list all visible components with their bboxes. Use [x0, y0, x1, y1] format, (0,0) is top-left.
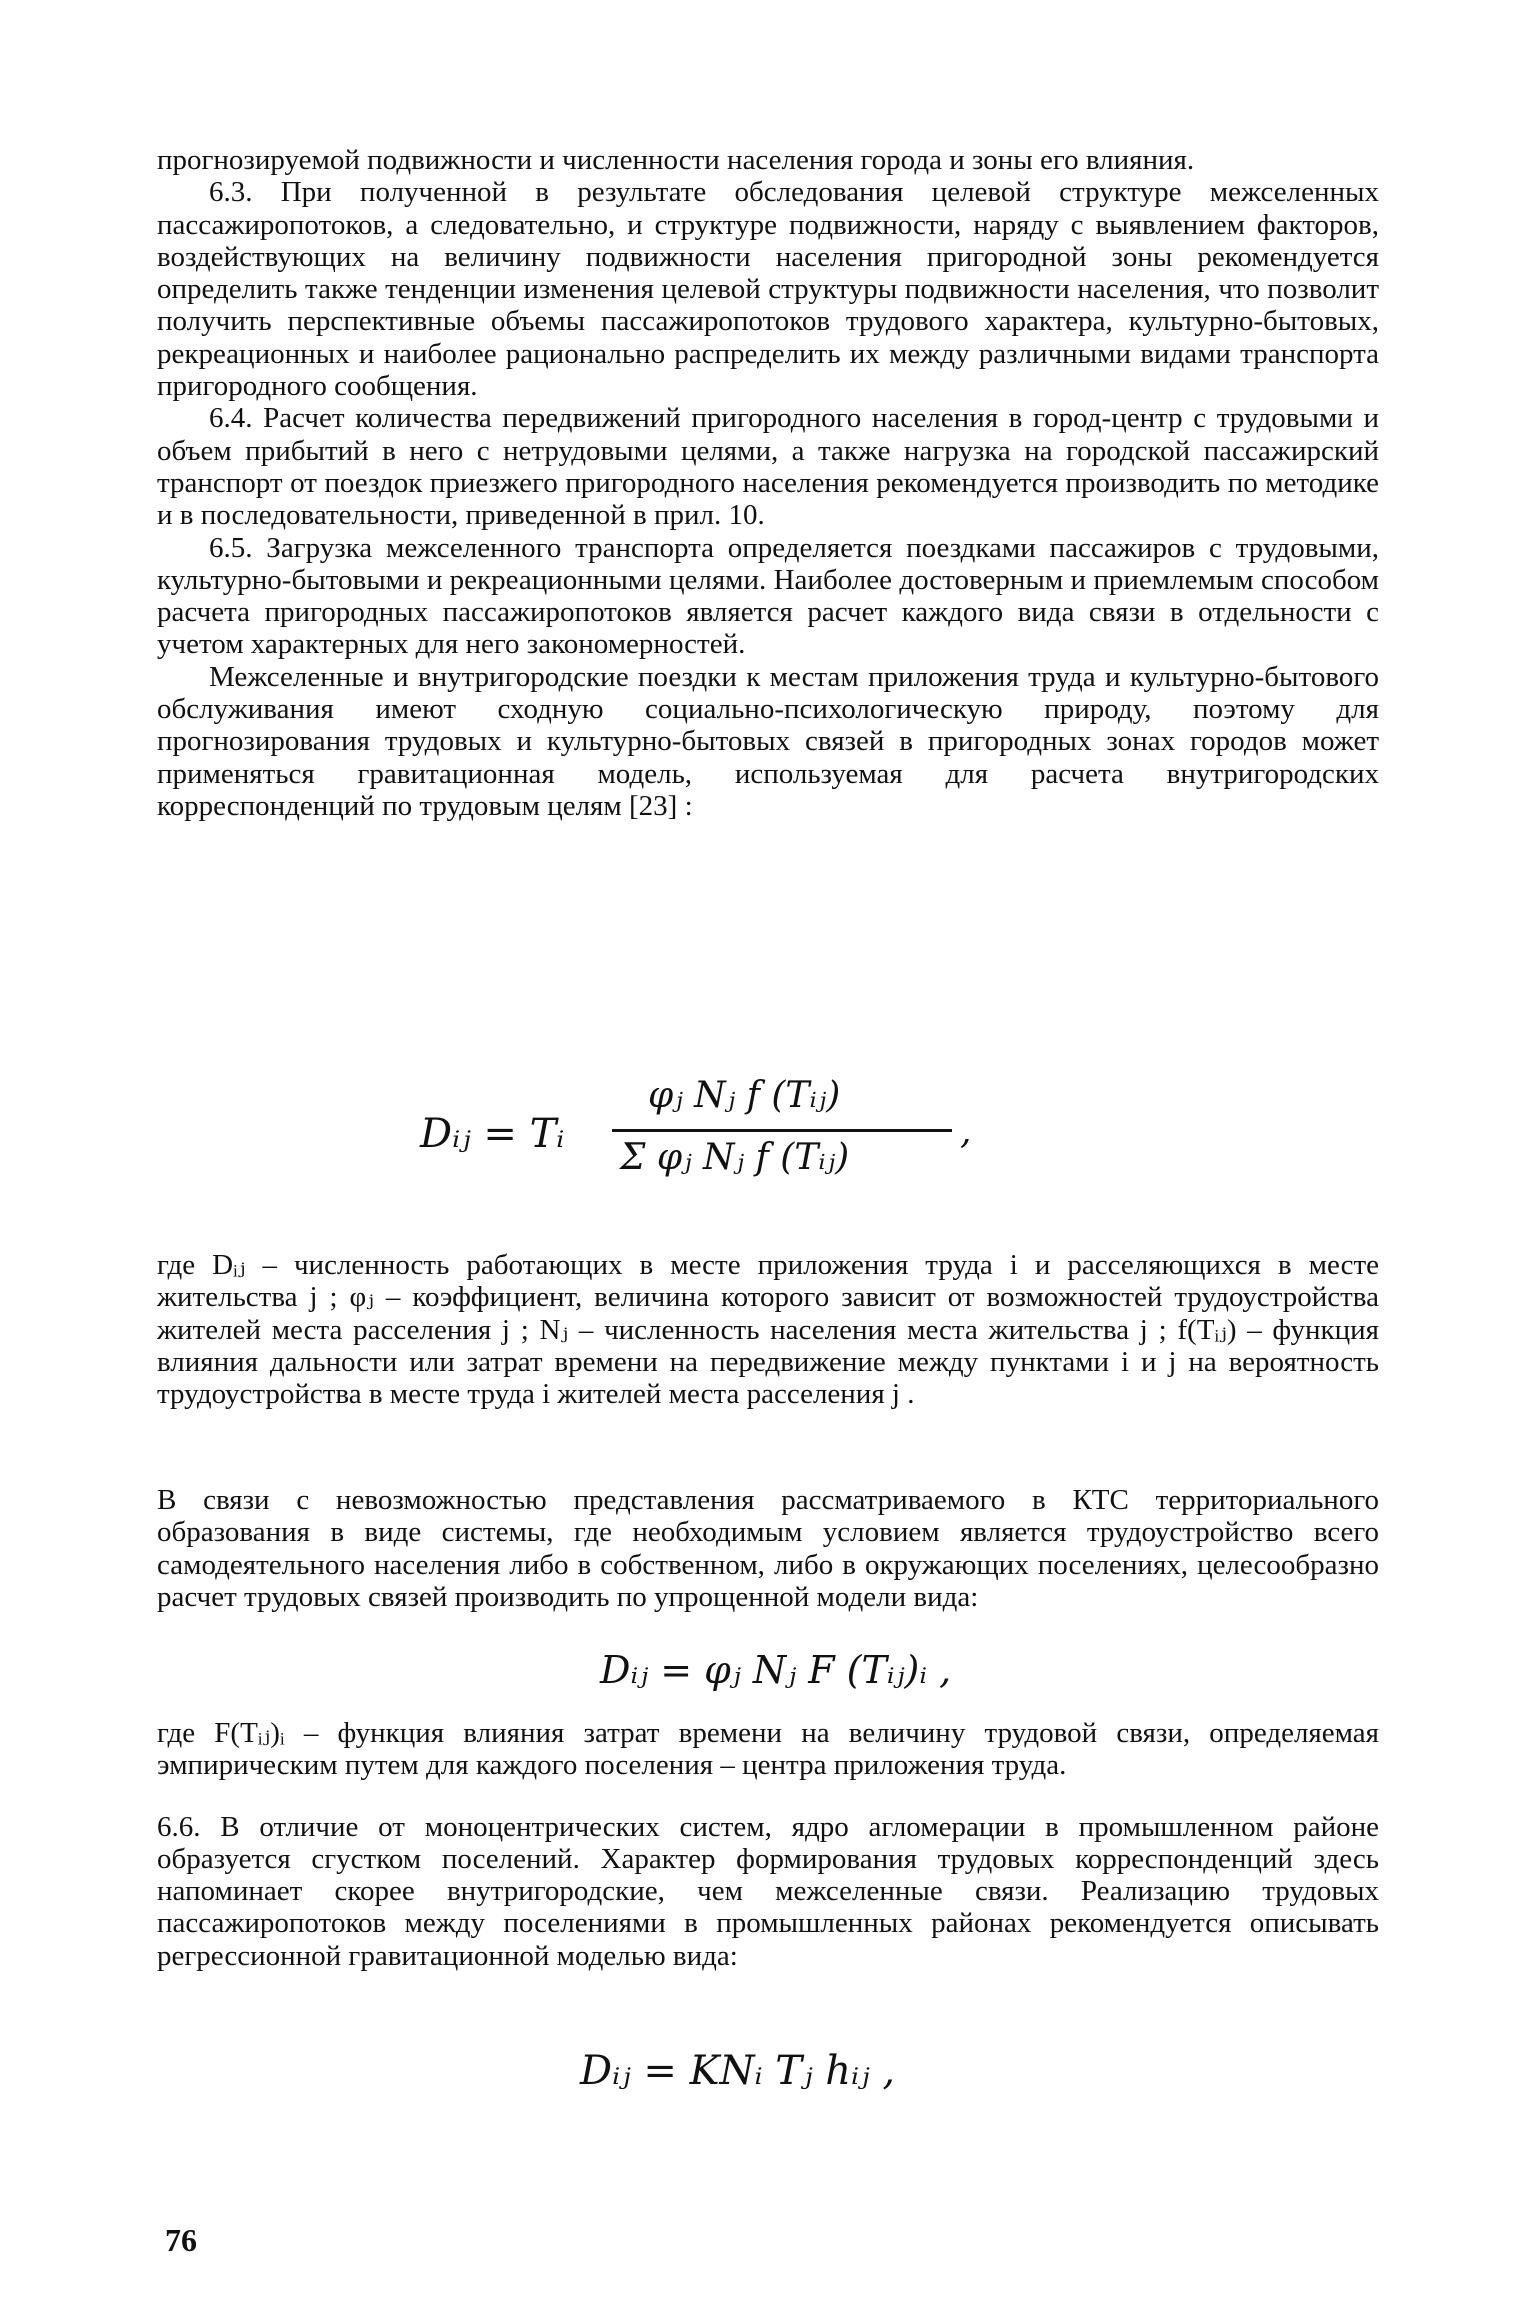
- legend-text-2: где F(Tᵢⱼ)ᵢ – функция влияния затрат времени на величину трудовой связи, определяемая эмпирическим путем для каждого поселения – центра приложения труда.: [157, 1717, 1379, 1782]
- formula-legend: [157, 1220, 1379, 1439]
- body-text-top: [157, 144, 1379, 822]
- formula-simplified: Dᵢⱼ = φⱼ Nⱼ F (Tᵢⱼ)ᵢ ,: [600, 1648, 952, 1692]
- paragraph-6-3: 6.3. При полученной в результате обследования целевой структуре межселенных пассажиропотоков, а следовательно, и структуре подвижности, наряду с выявлением факторов, воздействующих на величину подвижности населения пригородной зоны рекомендуется определить также тенденции изменения целевой структуры подвижности населения, что позволит получить перспективные объемы пассажиропотоков трудового характера, культурно-бытовых, рекреационных и наиболее рационально распределить их между различными видами транспорта пригородного сообщения.: [157, 176, 1379, 403]
- formula-gravity-model: [420, 1075, 980, 1195]
- fraction-bar: [612, 1129, 952, 1132]
- body-text-bottom: [157, 1688, 1379, 2001]
- paragraph-gravity-model: Межселенные и внутригородские поездки к местам приложения труда и культурно-бытового обслуживания имеют сходную социально-психологическую природу, поэтому для прогнозирования трудовых и культурно-бытовых связей в пригородных зонах городов может применяться гравитационная модель, используемая для расчета внутригородских корреспонденций по трудовым целям [23] :: [157, 660, 1379, 822]
- formula-denominator: Σ φⱼ Nⱼ f (Tᵢⱼ): [620, 1137, 850, 1178]
- legend-text: где Dᵢⱼ – численность работающих в месте приложения труда i и расселяющихся в месте жительства j ; φⱼ – коэффициент, величина которого зависит от возможностей трудоустройства жителей места расселения j ; Nⱼ – численность населения места жительства j ; f(Tᵢⱼ) – функция влияния дальности или затрат времени на передвижение между пунктами i и j на вероятность трудоустройства в месте труда i жителей места расселения j .: [157, 1249, 1379, 1411]
- formula-numerator: φⱼ Nⱼ f (Tᵢⱼ): [648, 1075, 841, 1116]
- formula-comma: ,: [960, 1111, 972, 1152]
- paragraph-simplified-model: В связи с невозможностью представления рассматриваемого в КТС территориального образования в виде системы, где необходимым условием является трудоустройство всего самодеятельного населения либо в собственном, либо в окружающих поселениях, целесообразно расчет трудовых связей производить по упрощенной модели вида:: [157, 1484, 1379, 1613]
- paragraph-intro: прогнозируемой подвижности и численности населения города и зоны его влияния.: [157, 144, 1195, 176]
- paragraph-6-5: 6.5. Загрузка межселенного транспорта определяется поездками пассажиров с трудовыми, культурно-бытовыми и рекреационными целями. Наиболее достоверным и приемлемым способом расчета пригородных пассажиропотоков является расчет каждого вида связи в отдельности с учетом характерных для него закономерностей.: [157, 531, 1379, 661]
- body-text-middle: [157, 1455, 1379, 1642]
- formula-regression: Dᵢⱼ = KNᵢ Tⱼ hᵢⱼ ,: [580, 2048, 896, 2094]
- paragraph-6-4: 6.4. Расчет количества передвижений пригородного населения в город-центр с трудовыми и объем прибытий в него с нетрудовыми целями, а также нагрузка на городской пассажирский транспорт от поездок приезжего пригородного населения рекомендуется производить по методике и в последовательности, приведенной в прил. 10.: [157, 402, 1379, 532]
- formula-lhs: Dᵢⱼ = Tᵢ: [420, 1111, 565, 1157]
- page-number: 76: [165, 2222, 197, 2258]
- paragraph-6-6: 6.6. В отличие от моноцентрических систем, ядро агломерации в промышленном районе образуется сгустком поселений. Характер формирования трудовых корреспонденций здесь напоминает скорее внутригородские, чем межселенные связи. Реализацию трудовых пассажиропотоков между поселениями в промышленных районах рекомендуется описывать регрессионной гравитационной моделью вида:: [157, 1810, 1379, 1972]
